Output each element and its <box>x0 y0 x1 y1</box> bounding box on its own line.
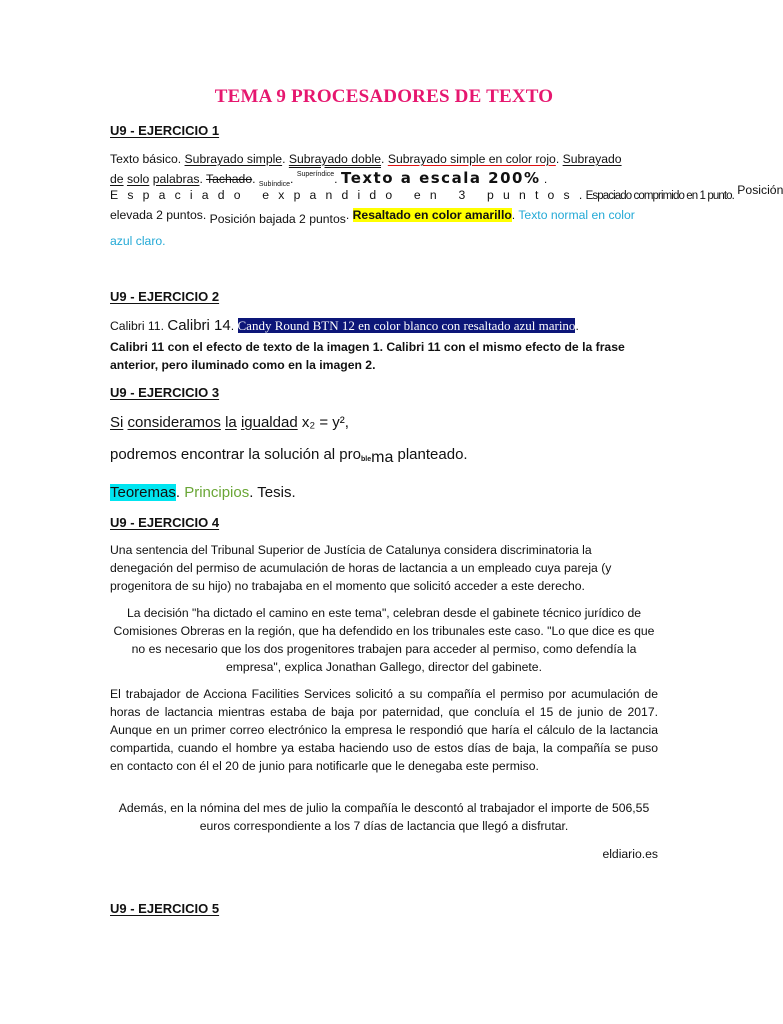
scaled-200-text: Texto a escala 200% <box>340 169 541 187</box>
cyan-highlight-text: Teoremas <box>110 484 176 501</box>
document-title: TEMA 9 PROCESADORES DE TEXTO <box>214 86 554 107</box>
subscript-syllable: ble <box>360 456 372 463</box>
exercise-1-line-4 <box>110 206 635 224</box>
separator: . <box>282 152 289 166</box>
separator: . <box>381 152 388 166</box>
calibri-14-text: Calibri 14 <box>167 317 231 334</box>
exercise-1-line-5: azul claro. <box>110 234 166 248</box>
exercise-4-paragraph-1: Una sentencia del Tribunal Superior de Justícia de Catalunya considera discriminatoria la denegación del permiso de acumulación de horas de lactancia a un empleado cuya pareja (y progenitora de su hijo) no trabajaba en el momento que solicitó acceder a este derecho. <box>110 543 612 593</box>
strikethrough-text: Tachado <box>206 172 253 186</box>
separator: . <box>202 208 210 222</box>
exercise-4-paragraph-3: El trabajador de Acciona Facilities Services solicitó a su compañía el permiso por acumulación de horas de lactancia mientras estaba de baja por paternidad, que concluía el 15 de junio de 2017. Aunque en un primer correo electrónico la empresa le respondió que haría el cálculo de la lactancia compartida, cuando el hombre ya estaba haciendo uso de estos días de baja, la compañía se puso en contacto con él el 20 de junio para notificarle que le denegaba este permiso. <box>110 687 658 773</box>
underlined-word: consideramos <box>127 414 221 431</box>
separator: . <box>511 208 519 222</box>
navy-highlight-text: Candy Round BTN 12 en color blanco con resaltado azul marino <box>237 318 576 333</box>
source-attribution: eldiario.es <box>602 847 658 861</box>
light-blue-text: Texto normal en color <box>518 208 635 222</box>
exercise-3-line-3 <box>110 482 296 504</box>
exercise-3-heading: U9 - EJERCICIO 3 <box>110 385 220 400</box>
exercise-2-line-2: Calibri 11 con el efecto de texto de la imagen 1. Calibri 11 con el mismo efecto de la frase <box>110 340 625 354</box>
exercise-4-paragraph-2: La decisión "ha dictado el camino en este tema", celebran desde el gabinete técnico jurídico de Comisiones Obreras en la región, que ha defendido en los tribunales este caso. "Lo que dice es que no es necesario que los dos progenitores trabajen para acceder al permiso, como defendía la empresa", explica Jonathan Gallego, director del gabinete. <box>113 606 655 674</box>
exercise-2-heading: U9 - EJERCICIO 2 <box>110 289 220 304</box>
separator: . <box>540 172 548 186</box>
raised-position-text: Posición <box>733 183 783 197</box>
sentence-text: . Tesis. <box>249 484 296 501</box>
underlined-word: la <box>225 414 237 431</box>
underlined-word: igualdad <box>240 414 298 431</box>
expanded-spacing-text: Espaciado expandido en 3 puntos <box>110 188 579 202</box>
exercise-5-heading: U9 - EJERCICIO 5 <box>110 901 220 916</box>
single-underline-text: Subrayado simple <box>184 152 283 166</box>
green-text: Principios <box>184 484 250 501</box>
calibri-11-text: Calibri 11. <box>110 319 168 333</box>
red-underline-text: Subrayado simple en color rojo <box>387 152 556 166</box>
separator: . <box>199 172 207 186</box>
exercise-4-paragraph-4: Además, en la nómina del mes de julio la compañía le descontó al trabajador el importe de 506,55 euros correspondiente a los 7 días de lactancia que llegó a disfrutar. <box>118 801 650 833</box>
superscript-text: Superíndice <box>296 171 335 178</box>
underlined-word: Si <box>110 414 124 431</box>
plain-text: Texto básico. <box>110 152 185 166</box>
word-underline-text: palabras <box>152 172 200 186</box>
separator: . <box>578 188 586 202</box>
separator: . <box>290 172 297 186</box>
separator: . <box>334 172 341 186</box>
separator: . <box>252 172 259 186</box>
word-underline-text: Subrayado <box>562 152 622 166</box>
exercise-2-line-3: anterior, pero iluminado como en la imagen 2. <box>110 358 376 372</box>
separator: . <box>575 319 579 333</box>
separator: . <box>345 208 353 222</box>
word-underline-text: solo <box>126 172 150 186</box>
exercise-3-line-2 <box>110 444 468 471</box>
sentence-text: planteado. <box>393 446 468 463</box>
raised-position-text: elevada 2 puntos <box>110 208 203 222</box>
exercise-3-line-1 <box>110 412 349 434</box>
exercise-1-heading: U9 - EJERCICIO 1 <box>110 123 220 138</box>
yellow-highlight-text: Resaltado en color amarillo <box>352 208 512 222</box>
condensed-spacing-text: Espaciado comprimido en 1 punto. <box>585 190 734 202</box>
lowered-position-text: Posición bajada 2 puntos <box>209 212 346 226</box>
sentence-text: podremos encontrar la solución al pro <box>110 446 361 463</box>
separator: . <box>175 484 185 501</box>
separator: . <box>555 152 563 166</box>
exercise-4-heading: U9 - EJERCICIO 4 <box>110 515 220 530</box>
subscript-text: Subíndice <box>258 181 291 188</box>
enlarged-syllable: ma <box>371 449 394 466</box>
double-underline-text: Subrayado doble <box>288 152 382 166</box>
equation-text: x₂ = y², <box>297 414 349 431</box>
word-underline-text: de <box>110 172 124 186</box>
exercise-2-line-1 <box>110 317 579 335</box>
separator: . <box>230 319 238 333</box>
